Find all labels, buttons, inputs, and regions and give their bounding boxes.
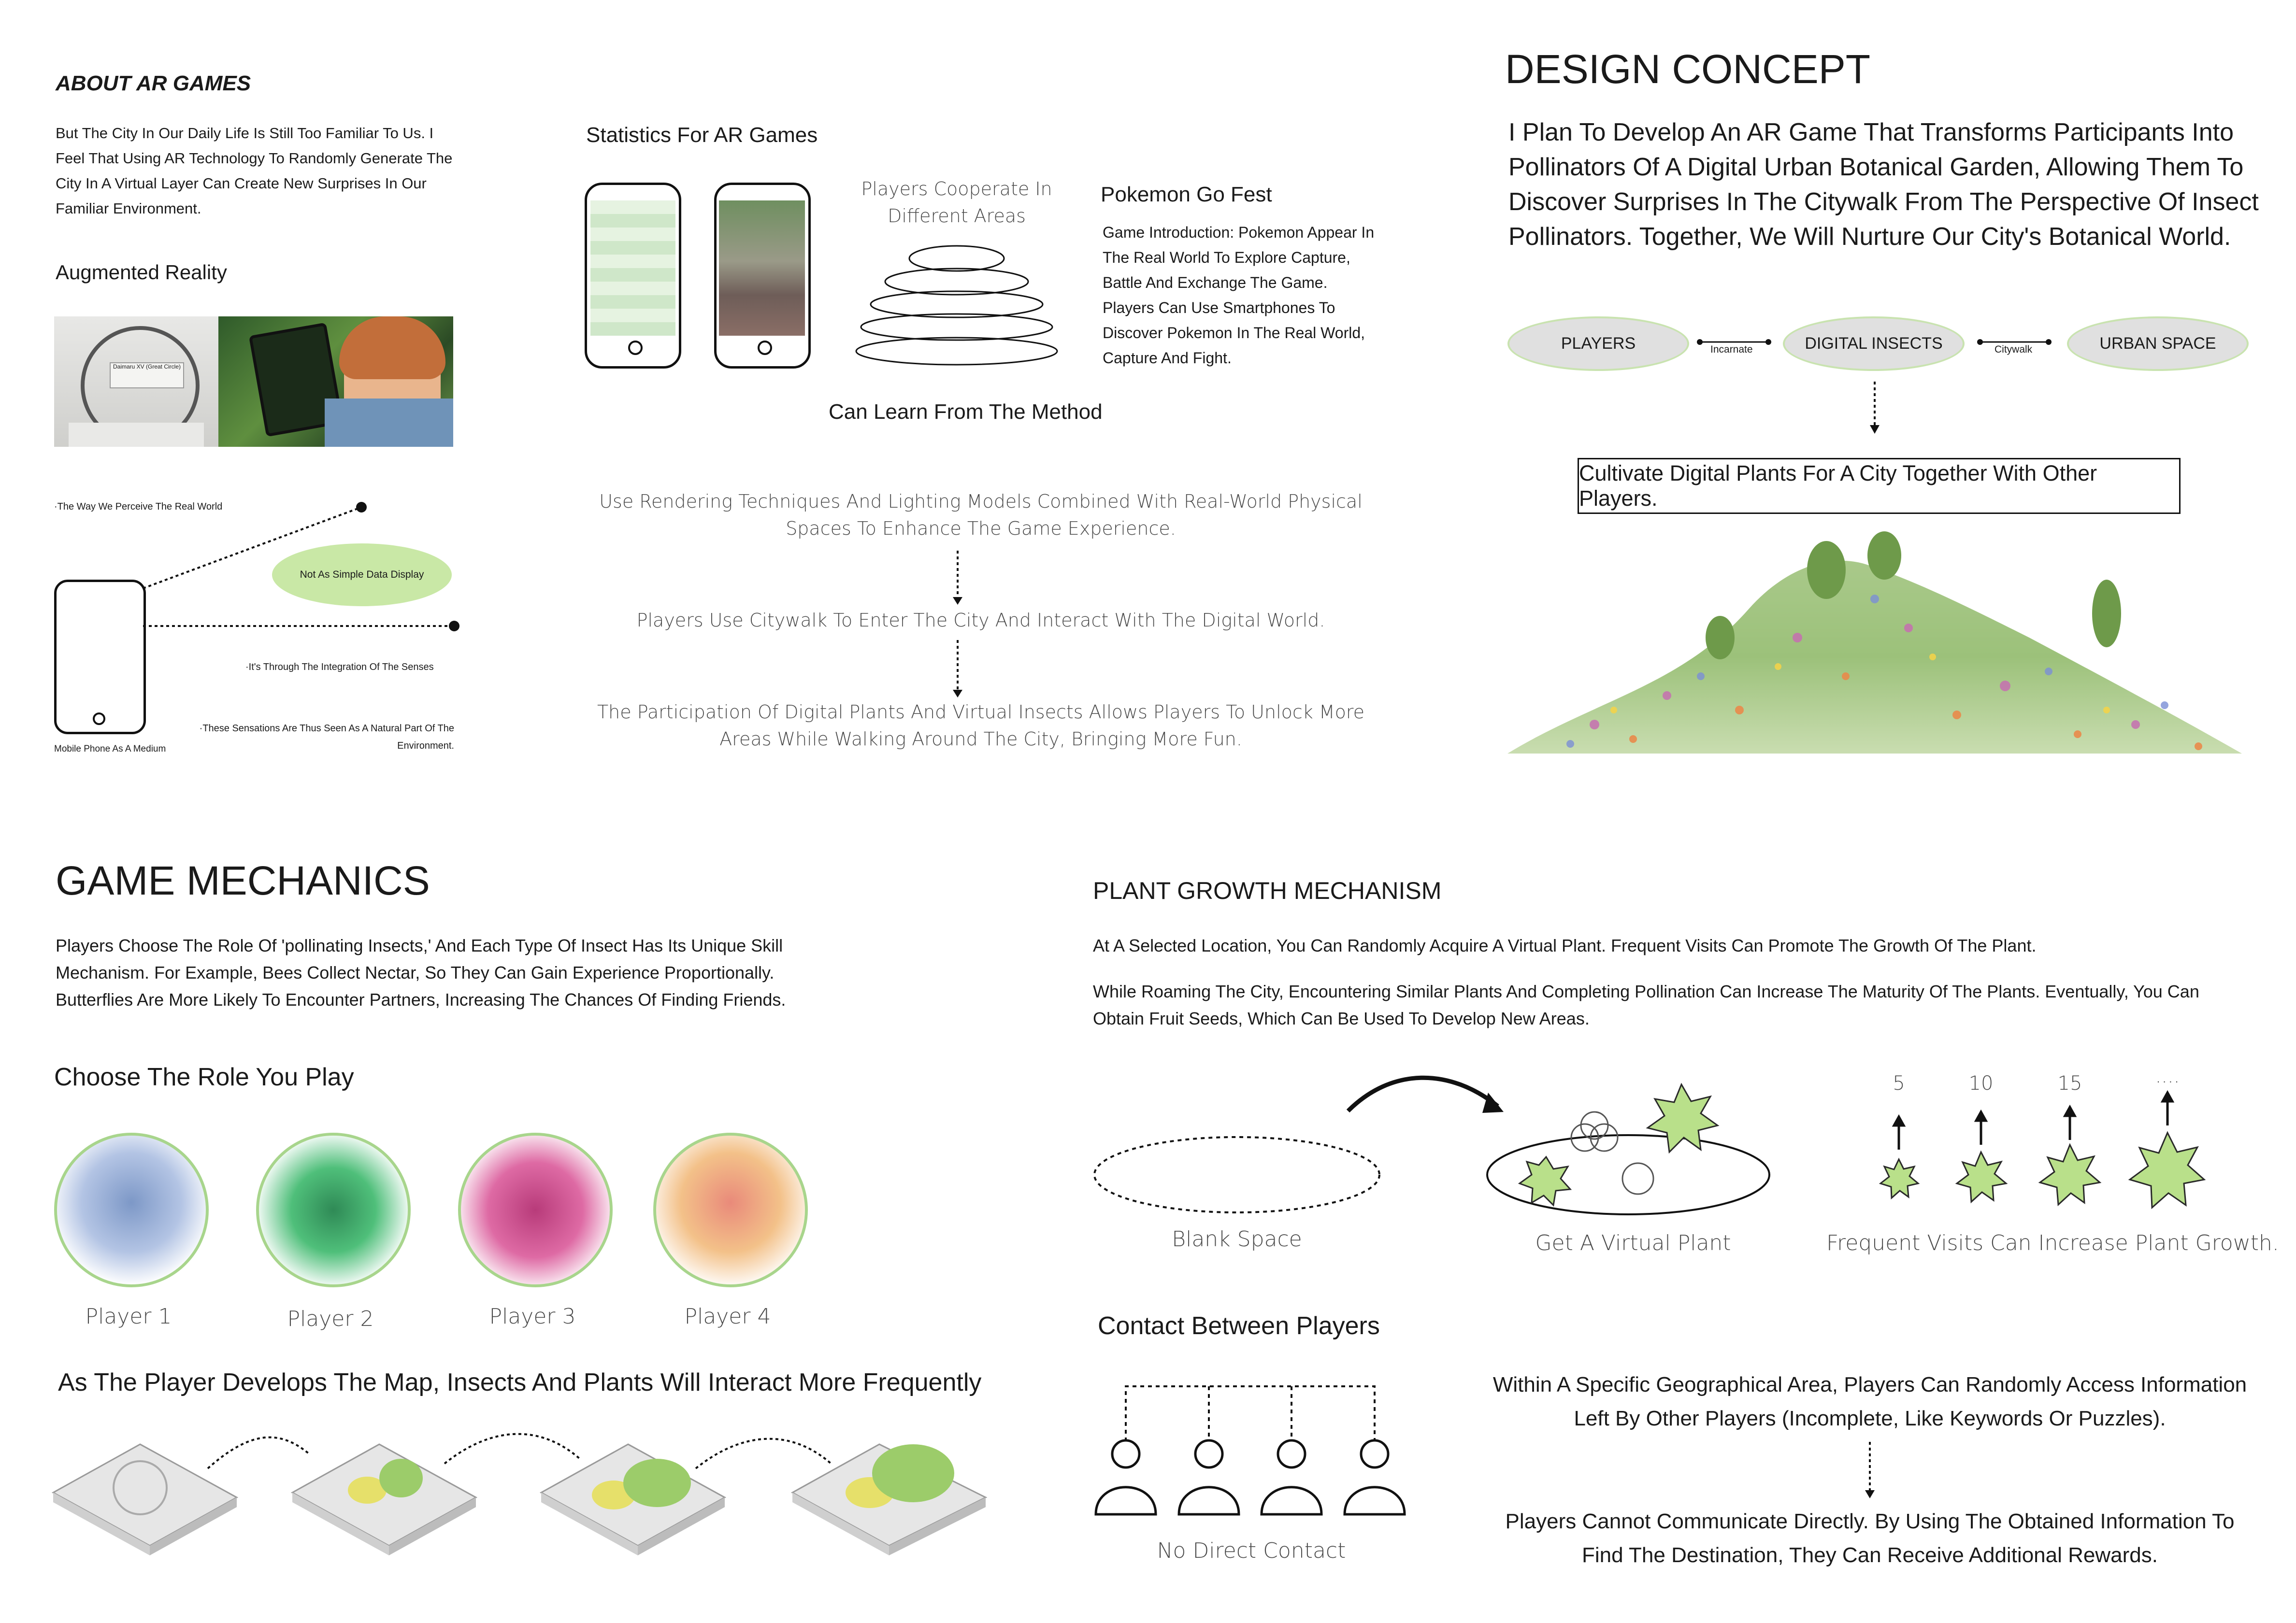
growth-p2: While Roaming The City, Encountering Similar Plants And Completing Pollination Can Increase The Maturity Of The Plants. Eventually, You Can Obtain Fruit Seeds, Which Can Be Used To Develop New Areas. [1093, 982, 2199, 1028]
not-simple-text: Not As Simple Data Display [300, 569, 424, 580]
pokemon-text: Game Introduction: Pokemon Appear In The Real World To Explore Capture, Battle And Exchange The Game. Players Can Use Smartphones To Discover Pokemon In The Real World, Capture And Fight. [1103, 224, 1375, 367]
growth-p1: At A Selected Location, You Can Randomly Acquire A Virtual Plant. Frequent Visits Can Promote The Growth Of The Plant. [1093, 936, 2037, 955]
player-4-label: Player 4 [684, 1304, 771, 1329]
about-text: But The City In Our Daily Life Is Still Too Familiar To Us. I Feel That Using AR Technology To Randomly Generate The City In A Virtual Layer Can Create New Surprises In Our Familiar Environment. [56, 125, 453, 217]
pokemon-title: Pokemon Go Fest [1101, 183, 1272, 206]
player-1-label: Player 1 [85, 1304, 172, 1329]
step2-text: Players Use Citywalk To Enter The City And Interact With The Digital World. [636, 610, 1325, 631]
count-more: .... [2155, 1065, 2180, 1087]
player-2-label: Player 2 [287, 1307, 374, 1331]
growth-title: PLANT GROWTH MECHANISM [1093, 877, 1442, 904]
sign-text: Daimaru XV (Great Circle) [110, 362, 184, 388]
role-heading: Choose The Role You Play [54, 1063, 354, 1091]
players-node: PLAYERS [1507, 316, 1689, 371]
perceive-text: ·The Way We Perceive The Real World [54, 501, 223, 512]
count-10: 10 [1968, 1072, 1994, 1095]
step1-text: Use Rendering Techniques And Lighting Models Combined With Real-World Physical Spaces To Enhance The Game Experience. [599, 491, 1363, 539]
phone-caption: Mobile Phone As A Medium [54, 744, 166, 754]
count-5: 5 [1893, 1072, 1905, 1095]
step3-text: The Participation Of Digital Plants And Virtual Insects Allows Players To Unlock More Areas While Walking Around The City, Bringing More Fun. [597, 701, 1365, 750]
cultivate-text: Cultivate Digital Plants For A City Together With Other Players. [1579, 461, 2097, 511]
urban-space-node: URBAN SPACE [2067, 316, 2249, 371]
concept-text: I Plan To Develop An AR Game That Transforms Participants Into Pollinators Of A Digital Urban Botanical Garden, Allowing Them To Discover Surprises In The Citywalk From The Perspective Of Insect Pollinators. Together, We Will Nurture Our City's Botanical World. [1508, 118, 2259, 251]
contact-text-1: Within A Specific Geographical Area, Players Can Randomly Access Information Left By Other Players (Incomplete, Like Keywords Or Puzzles). [1492, 1373, 2247, 1430]
citywalk-label: Citywalk [1995, 344, 2033, 355]
cooperate-text: Players Cooperate In Different Areas [861, 178, 1052, 227]
concept-title: DESIGN CONCEPT [1505, 46, 1871, 92]
integration-text: ·It's Through The Integration Of The Senses [245, 662, 434, 672]
contact-text-2: Players Cannot Communicate Directly. By Using The Obtained Information To Find The Destination, They Can Receive Additional Rewards. [1505, 1509, 2235, 1567]
about-title: ABOUT AR GAMES [56, 71, 251, 95]
player-3-label: Player 3 [489, 1304, 576, 1329]
count-15: 15 [2057, 1072, 2082, 1095]
incarnate-label: Incarnate [1710, 344, 1753, 355]
contact-title: Contact Between Players [1098, 1312, 1380, 1340]
stats-title: Statistics For AR Games [586, 123, 818, 147]
digital-insects-node: DIGITAL INSECTS [1783, 316, 1965, 371]
blank-space-label: Blank Space [1172, 1227, 1302, 1252]
sensations-text: ·These Sensations Are Thus Seen As A Natural Part Of The Environment. [199, 723, 454, 751]
mechanics-text: Players Choose The Role Of 'pollinating Insects,' And Each Type Of Insect Has Its Unique Skill Mechanism. For Example, Bees Collect Nectar, So They Can Gain Experience Proportionally. Butterflies Are More Likely To Encounter Partners, Increasing The Chances Of Finding Friends. [56, 936, 786, 1010]
develop-text: As The Player Develops The Map, Insects And Plants Will Interact More Frequently [58, 1368, 982, 1396]
no-contact-label: No Direct Contact [1157, 1538, 1346, 1563]
frequent-visits-label: Frequent Visits Can Increase Plant Growth. [1826, 1231, 2279, 1255]
learn-text: Can Learn From The Method [829, 400, 1103, 424]
ar-heading: Augmented Reality [56, 261, 227, 284]
virtual-plant-label: Get A Virtual Plant [1535, 1231, 1731, 1255]
mechanics-title: GAME MECHANICS [56, 858, 430, 903]
